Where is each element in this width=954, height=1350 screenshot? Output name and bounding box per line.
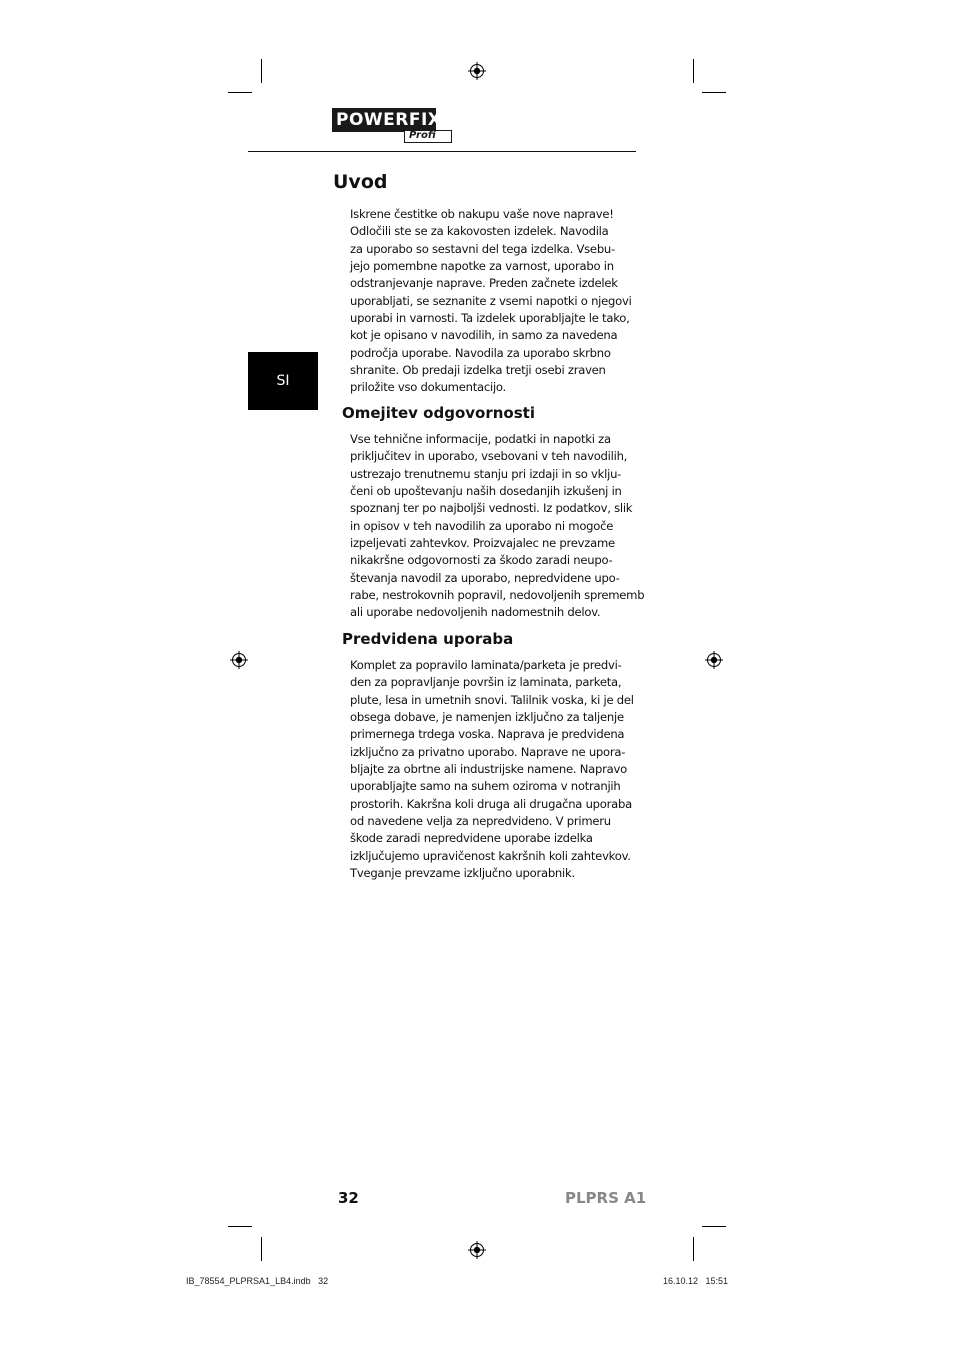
crop-mark — [261, 59, 262, 83]
footer-timestamp: 16.10.12 15:51 — [663, 1276, 729, 1286]
text-line: uporabljati, se seznanite z vsemi napotki o njegovi — [350, 293, 632, 308]
crop-mark — [693, 59, 694, 83]
text-line: škode zaradi nepredvidene uporabe izdelka — [350, 831, 593, 846]
text-line: Iskrene čestitke ob nakupu vaše nove naprave! — [350, 207, 614, 221]
text-line: priložite vso dokumentacijo. — [350, 380, 506, 395]
language-tab: SI — [248, 352, 318, 410]
header-rule — [248, 151, 636, 152]
text-line: Odločili ste se za kakovosten izdelek. Navodila — [350, 224, 609, 239]
text-line: jejo pomembne napotke za varnost, uporabo in — [350, 259, 614, 274]
text-line: odstranjevanje naprave. Preden začnete izdelek — [350, 276, 618, 291]
crop-mark — [702, 1226, 726, 1227]
text-line: kot je opisano v navodilih, in samo za navedena — [350, 328, 618, 343]
logo-box — [332, 108, 442, 132]
logo-sub-text: Profi — [404, 130, 452, 143]
text-line: od navedene velja za nepredvideno. V primeru — [350, 814, 611, 829]
text-line: področja uporabe. Navodila za uporabo skrbno — [350, 345, 611, 360]
model-number: PLPRS A1 — [565, 1189, 647, 1207]
page-number: 32 — [338, 1189, 359, 1207]
text-line: nikakršne odgovornosti za škodo zaradi neupo- — [350, 553, 613, 568]
text-line: primernega trdega voska. Naprava je predvidena — [350, 727, 625, 742]
intended-use-paragraph — [350, 657, 634, 882]
text-line: prostorih. Kakršna koli druga ali drugačna uporaba — [350, 796, 632, 811]
text-line: in opisov v teh navodilih za uporabo ni mogoče — [350, 518, 614, 533]
text-line: bljajte za obrtne ali industrijske namene. Napravo — [350, 762, 627, 777]
crop-mark — [702, 92, 726, 93]
text-line: ali uporabe nedovoljenih nadomestnih delov. — [350, 605, 601, 620]
registration-mark-icon — [705, 651, 723, 669]
section-heading-liability: Omejitev odgovornosti — [342, 404, 535, 422]
text-line: ustrezajo trenutnemu stanju pri izdaji in so vklju- — [350, 466, 622, 481]
powerfix-logo — [332, 108, 454, 144]
crop-mark — [228, 1226, 252, 1227]
crop-mark — [693, 1237, 694, 1261]
text-line: uporabljajte samo na suhem oziroma v notranjih — [350, 779, 621, 794]
text-line: plute, lesa in umetnih snovi. Talilnik voska, ki je del — [350, 692, 634, 707]
liability-paragraph — [350, 431, 645, 622]
page-title: Uvod — [333, 171, 388, 193]
text-line: čeni ob upoštevanju naših dosedanjih izkušenj in — [350, 484, 622, 499]
text-line: spoznanj ter po najboljši vednosti. Iz podatkov, slik — [350, 501, 633, 516]
registration-mark-icon — [468, 1241, 486, 1259]
text-line: shranite. Ob predaji izdelka tretji osebi zraven — [350, 363, 606, 378]
text-line: izključujemo upravičenost kakršnih koli zahtevkov. — [350, 848, 631, 863]
text-line: rabe, nestrokovnih popravil, nedovoljenih sprememb — [350, 588, 645, 603]
text-line: izpeljevati zahtevkov. Proizvajalec ne prevzame — [350, 536, 615, 551]
text-line: Tveganje prevzame izključno uporabnik. — [350, 866, 575, 881]
crop-mark — [228, 92, 252, 93]
text-line: obsega dobave, je namenjen izključno za taljenje — [350, 710, 624, 725]
text-line: števanja navodil za uporabo, nepredvidene upo- — [350, 570, 620, 585]
registration-mark-icon — [468, 62, 486, 80]
text-line: Komplet za popravilo laminata/parketa je predvi- — [350, 658, 622, 672]
footer-file-info: IB_78554_PLPRSA1_LB4.indb 32 — [186, 1276, 329, 1286]
text-line: den za popravljanje površin iz laminata, parketa, — [350, 675, 622, 690]
registration-mark-icon — [230, 651, 248, 669]
text-line: Vse tehnične informacije, podatki in napotki za — [350, 432, 611, 446]
text-line: za uporabo so sestavni del tega izdelka. Vsebu- — [350, 241, 615, 256]
crop-mark — [261, 1237, 262, 1261]
text-line: izključno za privatno uporabo. Naprave ne upora- — [350, 744, 626, 759]
section-heading-intended-use: Predvidena uporaba — [342, 630, 514, 648]
intro-paragraph — [350, 206, 632, 397]
text-line: uporabi in varnosti. Ta izdelek uporabljajte le tako, — [350, 311, 630, 326]
text-line: priključitev in uporabo, vsebovani v teh navodilih, — [350, 449, 628, 464]
logo-brand-text: POWERFIX — [336, 110, 442, 130]
